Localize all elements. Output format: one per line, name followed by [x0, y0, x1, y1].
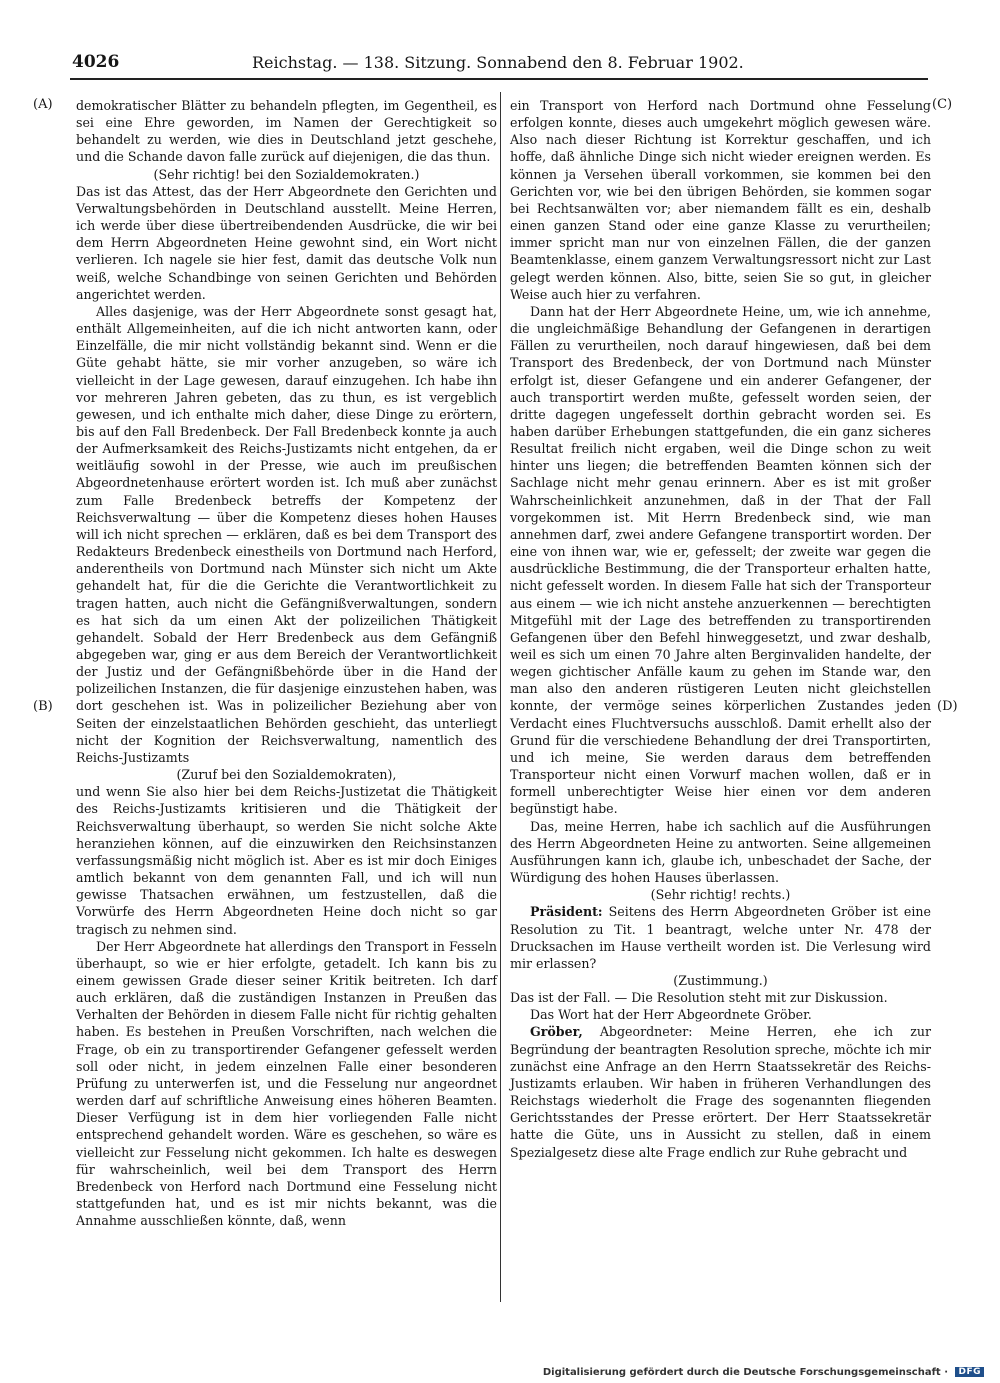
- interjection: (Zustimmung.): [673, 972, 768, 988]
- page-header: [70, 50, 928, 80]
- paragraph: Das ist der Fall. — Die Resolution steht mit zur Diskussion.: [510, 990, 888, 1006]
- running-head: Reichstag. — 138. Sitzung. Sonnabend den 8. Februar 1902.: [252, 53, 744, 72]
- page-number: 4026: [72, 52, 120, 72]
- left-column: [76, 97, 497, 1229]
- interjection: (Zuruf bei den Sozialdemokraten),: [176, 767, 397, 783]
- speaker-name: Gröber,: [530, 1024, 583, 1040]
- margin-letter-b: (B): [33, 699, 53, 714]
- margin-letter-a: (A): [33, 97, 53, 112]
- interjection: (Sehr richtig! rechts.): [650, 887, 791, 903]
- footer: [543, 1367, 984, 1378]
- column-divider: [500, 92, 501, 1302]
- speech-text: Abgeordneter: Meine Herren, ehe ich zur Begründung der beantragten Resolution spreche, möchte ich mir zunächst eine Anfrage an den Herrn Staatssekretär des Reichs-Justizamts erlauben. Wir haben in früheren Verhandlungen des Reichstags wiederholt die Frage des sogenannten fliegenden Gerichtsstandes der Presse erörtert. Der Herr Staatssekretär hatte die Güte, uns in Aussicht zu stellen, daß in einem Spezialgesetz diese alte Frage endlich zur Ruhe gebracht und: [510, 1024, 931, 1160]
- paragraph: Das Wort hat der Herr Abgeordnete Gröber.: [530, 1007, 812, 1023]
- paragraph: Das, meine Herren, habe ich sachlich auf die Ausführungen des Herrn Abgeordneten Heine zu antworten. Seine allgemeinen Ausführungen kann ich, glaube ich, unbeschadet der Sache, der Würdigung des hohen Hauses überlassen.: [510, 818, 931, 886]
- paragraph: [510, 1023, 931, 1160]
- margin-letter-c: (C): [932, 97, 953, 112]
- paragraph: [510, 903, 931, 972]
- right-column: [510, 97, 931, 1161]
- dfg-logo: DFG: [955, 1367, 984, 1377]
- speech-text: Seitens des Herrn Abgeordneten Gröber ist eine Resolution zu Tit. 1 beantragt, welche unter Nr. 478 der Drucksachen im Hause vertheilt worden ist. Die Verlesung wird mir erlassen?: [510, 904, 931, 971]
- paragraph: ein Transport von Herford nach Dortmund ohne Fesselung erfolgen konnte, dieses auch umgekehrt möglich gewesen wäre. Also nach dieser Richtung ist Korrektur geschaffen, und ich hoffe, daß ähnliche Dinge sich nicht wieder ereignen werden. Es können ja Versehen überall vorkommen, sie kommen bei den Gerichten vor, wie bei den übrigen Behörden, sie kommen sogar bei Rechtsanwälten vor; aber niemandem fällt es ein, deshalb einen ganzen Stand oder eine ganze Klasse zu verurtheilen; immer spricht man nur von einzelnen Fällen, die der ganzen Beamtenklasse, einem ganzem Verwaltungsressort nicht zur Last gelegt werden können. Also, bitte, seien Sie so gut, in gleicher Weise auch hier zu verfahren.: [510, 98, 931, 302]
- paragraph: und wenn Sie also hier bei dem Reichs-Justizetat die Thätigkeit des Reichs-Justizamts kritisieren und die Thätigkeit der Reichsverwaltung überhaupt, so werden Sie nicht solche Akte heranziehen können, auf die einzuwirken den Reichsinstanzen verfassungsmäßig nicht möglich ist. Aber es ist mir doch Einiges amtlich bekannt von dem genannten Fall, und ich will nun gewisse Thatsachen erwähnen, um festzustellen, daß die Vorwürfe des Herrn Abgeordneten Heine doch nicht so gar tragisch zu nehmen sind.: [76, 784, 497, 937]
- paragraph: demokratischer Blätter zu behandeln pflegten, im Gegentheil, es sei eine Ehre geworden, im Namen der Gerechtigkeit so behandelt zu werden, wie dies in Deutschland jetzt geschehe, und die Schande davon falle zurück auf diejenigen, die das thun.: [76, 98, 497, 165]
- speaker-name: Präsident:: [530, 904, 603, 920]
- paragraph: Das ist das Attest, das der Herr Abgeordnete den Gerichten und Verwaltungsbehörden in Deutschland ausstellt. Meine Herren, ich werde über diese übertreibendenden Ausdrücke, die wir bei dem Herrn Abgeordneten Heine gewohnt sind, ein Wort nicht verlieren. Ich nagele sie hier fest, damit das deutsche Volk nun weiß, welche Schandbinge von seinen Gerichten und Behörden angerichtet werden.: [76, 183, 497, 302]
- footer-text: Digitalisierung gefördert durch die Deutsche Forschungsgemeinschaft ·: [542, 1367, 948, 1378]
- paragraph: Der Herr Abgeordnete hat allerdings den Transport in Fesseln überhaupt, so wie er hier erfolgte, getadelt. Ich kann bis zu einem gewissen Grade dieser seiner Kritik beitreten. Ich darf auch erklären, daß die zuständigen Instanzen in Preußen das Verhalten der Behörden in diesem Falle nicht für richtig gehalten haben. Es bestehen in Preußen Vorschriften, nach welchen die Frage, ob ein zu transportirender Gefangener gefesselt werden soll oder nicht, in jedem einzelnen Falle einer besonderen Prüfung zu unterwerfen ist, und die Fesselung nur angeordnet werden darf auf schriftliche Anweisung eines höheren Beamten. Dieser Verfügung ist in dem hier vorliegenden Falle nicht entsprechend gehandelt worden. Wäre es geschehen, so wäre es vielleicht zur Fesselung nicht gekommen. Ich halte es deswegen für wahrscheinlich, weil bei dem Transport des Herrn Bredenbeck von Herford nach Dortmund eine Fesselung nicht stattgefunden hat, und es ist mir nichts bekannt, was die Annahme ausschließen könnte, daß, wenn: [76, 938, 497, 1229]
- margin-letter-d: (D): [937, 699, 958, 714]
- interjection: (Sehr richtig! bei den Sozialdemokraten.): [153, 166, 420, 182]
- paragraph: Alles dasjenige, was der Herr Abgeordnete sonst gesagt hat, enthält Allgemeinheiten, auf die ich nicht antworten kann, oder Einzelfälle, die mir nicht vollständig bekannt sind. Wenn er die Güte gehabt hätte, sie mir vorher anzugeben, so wäre ich vielleicht in der Lage gewesen, darauf einzugehen. Ich habe ihn vor mehreren Jahren gebeten, das zu thun, es ist vergeblich gewesen, und ich enthalte mich daher, diese Dinge zu erörtern, bis auf den Fall Bredenbeck. Der Fall Bredenbeck konnte ja auch der Aufmerksamkeit des Reichs-Justizamts nicht entgehen, da er weitläufig sowohl in der Presse, wie auch im preußischen Abgeordnetenhause erörtert worden ist. Ich muß aber zunächst zum Falle Bredenbeck betreffs der Kompetenz der Reichsverwaltung — über die Kompetenz dieses hohen Hauses will ich nicht sprechen — erklären, daß es bei dem Transport des Redakteurs Bredenbeck einestheils von Dortmund nach Herford, anderentheils von Dortmund nach Münster sich nicht um Akte gehandelt hat, für die die Gerichte die Verantwortlichkeit zu tragen hatten, auch nicht die Gefängnißverwaltungen, sondern es hat sich da um einen Akt der polizeilichen Thätigkeit gehandelt. Sobald der Herr Bredenbeck aus dem Gefängniß abgegeben war, ging er aus dem Bereich der Verantwortlichkeit der Justiz und der Gefängnißbehörde über in die Hand der polizeilichen Instanzen, die für dasjenige einzustehen haben, was dort geschehen ist. Was in polizeilicher Beziehung aber von Seiten der einzelstaatlichen Behörden geschieht, das unterliegt nicht der Kognition der Reichsverwaltung, namentlich des Reichs-Justizamts: [76, 303, 497, 765]
- paragraph: Dann hat der Herr Abgeordnete Heine, um, wie ich annehme, die ungleichmäßige Behandlung der Gefangenen in derartigen Fällen zu verurtheilen, noch darauf hingewiesen, daß bei dem Transport des Bredenbeck, der von Dortmund nach Münster erfolgt ist, dieser Gefangene und ein anderer Gefangener, der auch transportirt werden mußte, gefesselt worden seien, der dritte dagegen ungefesselt dorthin gebracht worden sei. Es haben darüber Erhebungen stattgefunden, die ein ganz sicheres Resultat freilich nicht ergaben, weil die Dinge schon zu weit hinter uns liegen; die betreffenden Beamten können sich der Sachlage nicht mehr genau erinnern. Aber es ist mit großer Wahrscheinlichkeit anzunehmen, daß in der That der Fall vorgekommen ist. Mit Herrn Bredenbeck sind, wie man annehmen darf, zwei andere Gefangene transportirt worden. Der eine von ihnen war, wie er, gefesselt; der zweite war gegen die ausdrückliche Bestimmung, die der Transporteur erhalten hatte, nicht gefesselt worden. In diesem Falle hat sich der Transporteur aus einem — wie ich nicht anstehe anzuerkennen — berechtigten Mitgefühl mit der Lage des betreffenden zu transportirenden Gefangenen über den Befehl hinweggesetzt, und zwar deshalb, weil es sich um einen 70 Jahre alten Berginvaliden handelte, der wegen gichtischer Anfälle kaum zu gehen im Stande war, den man also den anderen rüstigeren Leuten nicht gleichstellen konnte, der vermöge seines körperlichen Zustandes jeden Verdacht eines Fluchtversuchs ausschloß. Damit erhellt also der Grund für die verschiedene Behandlung der drei Transportirten, und ich meine, Sie werden daraus dem betreffenden Transporteur nicht einen Vorwurf machen wollen, daß er in formell unberechtigter Weise hier einen vor dem anderen begünstigt habe.: [510, 303, 931, 817]
